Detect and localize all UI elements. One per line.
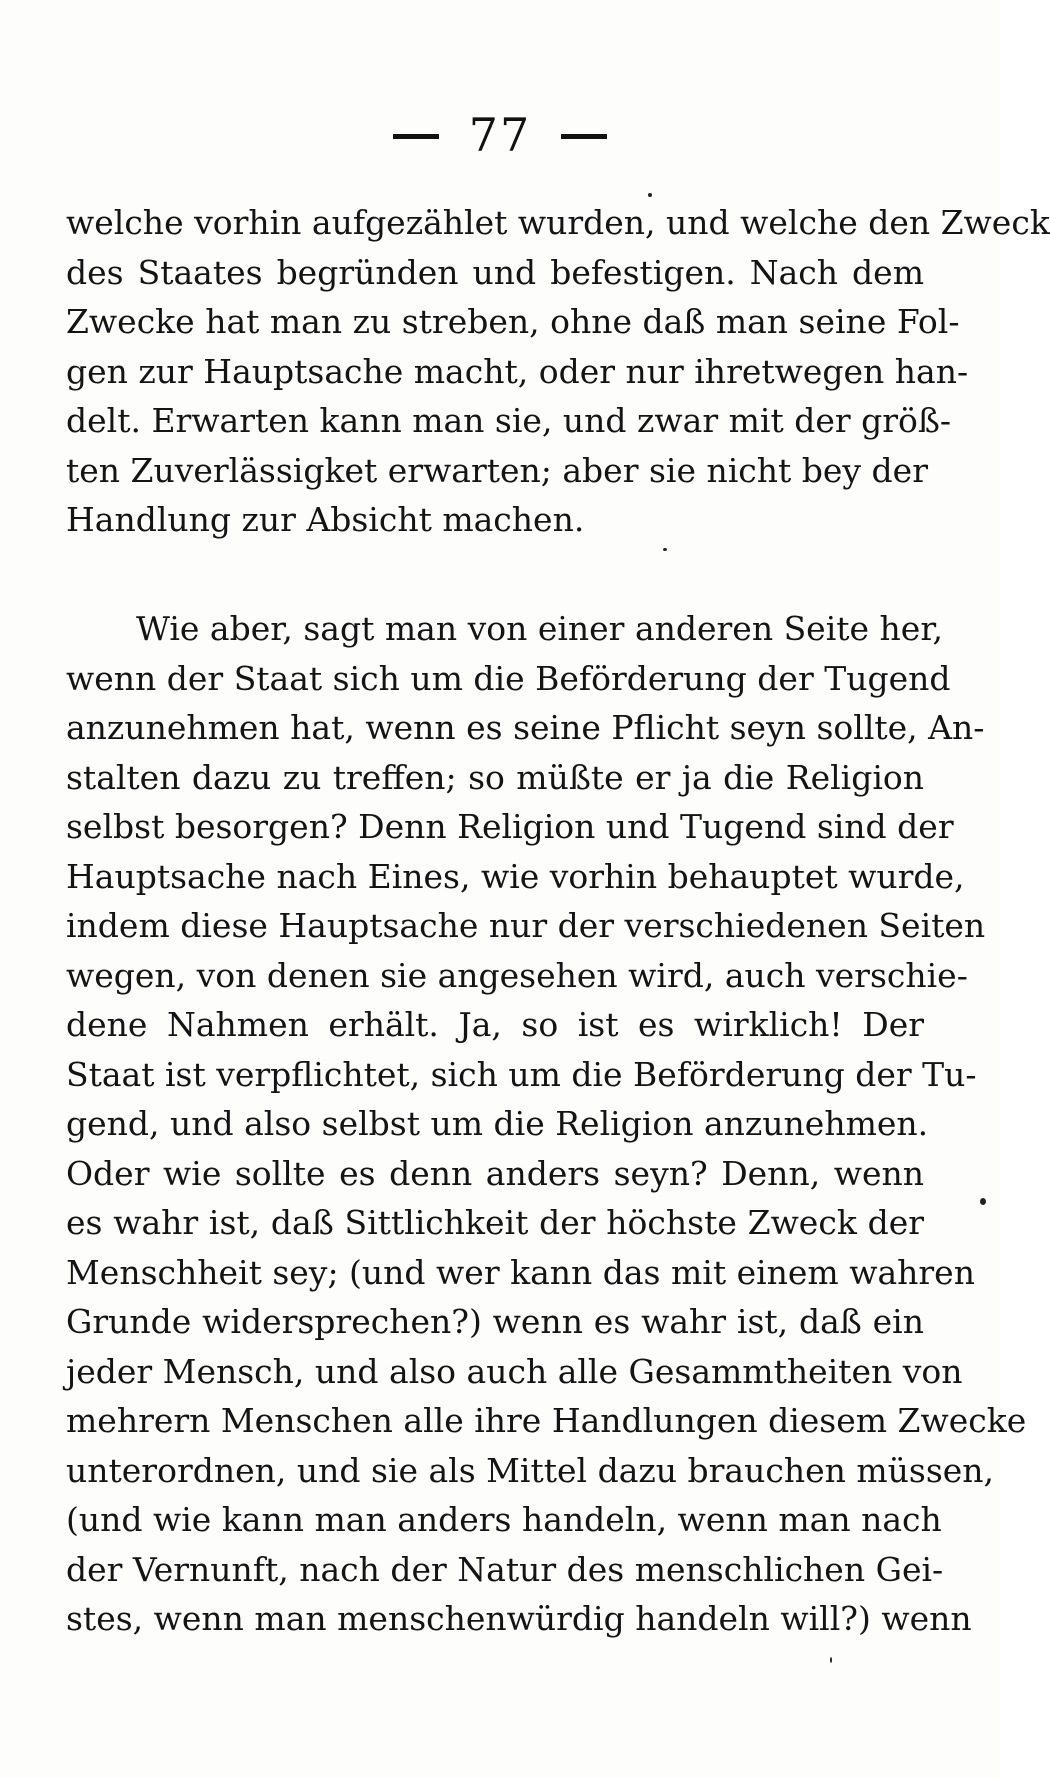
scan-speck xyxy=(663,548,667,551)
text-line: Menschheit sey; (und wer kann das mit einem wahren xyxy=(66,1252,975,1292)
text-line: (und wie kann man anders handeln, wenn man nach xyxy=(66,1500,942,1539)
text-line: selbst besorgen? Denn Religion und Tugend sind der xyxy=(66,807,954,846)
paragraph-2 xyxy=(66,604,1027,1644)
page-number xyxy=(0,108,1000,162)
text-line: jeder Mensch, und also auch alle Gesammtheiten von xyxy=(66,1351,963,1391)
text-line: der Vernunft, nach der Natur des menschlichen Gei- xyxy=(66,1549,944,1589)
text-line: stalten dazu zu treffen; so müßte er ja die Religion xyxy=(66,757,924,797)
text-line: wegen, von denen sie angesehen wird, auch verschie- xyxy=(66,955,968,995)
text-line: welche vorhin aufgezählet wurden, und welche den Zweck xyxy=(66,203,1050,242)
text-line: dene Nahmen erhält. Ja, so ist es wirklich! Der xyxy=(66,1005,924,1044)
scan-speck xyxy=(648,193,652,197)
text-line: delt. Erwarten kann man sie, und zwar mit der größ- xyxy=(66,401,952,440)
left-dash xyxy=(393,134,439,139)
text-line: Oder wie sollte es denn anders seyn? Denn, wenn xyxy=(66,1153,924,1193)
text-line: Hauptsache nach Eines, wie vorhin behauptet wurde, xyxy=(66,856,965,896)
text-line: Grunde widersprechen?) wenn es wahr ist, daß ein xyxy=(66,1302,924,1341)
text-line: Handlung zur Absicht machen. xyxy=(66,500,585,539)
text-line: des Staates begründen und befestigen. Nach dem xyxy=(66,252,924,292)
text-line: unterordnen, und sie als Mittel dazu brauchen müssen, xyxy=(66,1450,995,1490)
text-line: wenn der Staat sich um die Beförderung der Tugend xyxy=(66,658,951,698)
text-line: ten Zuverlässigket erwarten; aber sie nicht bey der xyxy=(66,450,928,490)
text-line: mehrern Menschen alle ihre Handlungen diesem Zwecke xyxy=(66,1401,1027,1440)
text-line: es wahr ist, daß Sittlichkeit der höchste Zweck der xyxy=(66,1203,924,1242)
text-line: indem diese Hauptsache nur der verschiedenen Seiten xyxy=(66,906,986,945)
text-line: Zwecke hat man zu streben, ohne daß man seine Fol- xyxy=(66,302,960,341)
text-line: anzunehmen hat, wenn es seine Pflicht seyn sollte, An- xyxy=(66,708,985,747)
scan-speck xyxy=(980,1198,986,1205)
text-line: Staat ist verpflichtet, sich um die Beförderung der Tu- xyxy=(66,1054,977,1094)
text-line: stes, wenn man menschenwürdig handeln will?) wenn xyxy=(66,1599,972,1638)
paragraph-1 xyxy=(66,198,1050,545)
text-line: gen zur Hauptsache macht, oder nur ihretwegen han- xyxy=(66,351,969,391)
right-dash xyxy=(561,134,607,139)
text-line: gend, und also selbst um die Religion anzunehmen. xyxy=(66,1104,929,1143)
page-number-value: 77 xyxy=(468,108,532,162)
text-line: Wie aber, sagt man von einer anderen Seite her, xyxy=(136,609,943,648)
scan-speck xyxy=(830,1657,832,1663)
